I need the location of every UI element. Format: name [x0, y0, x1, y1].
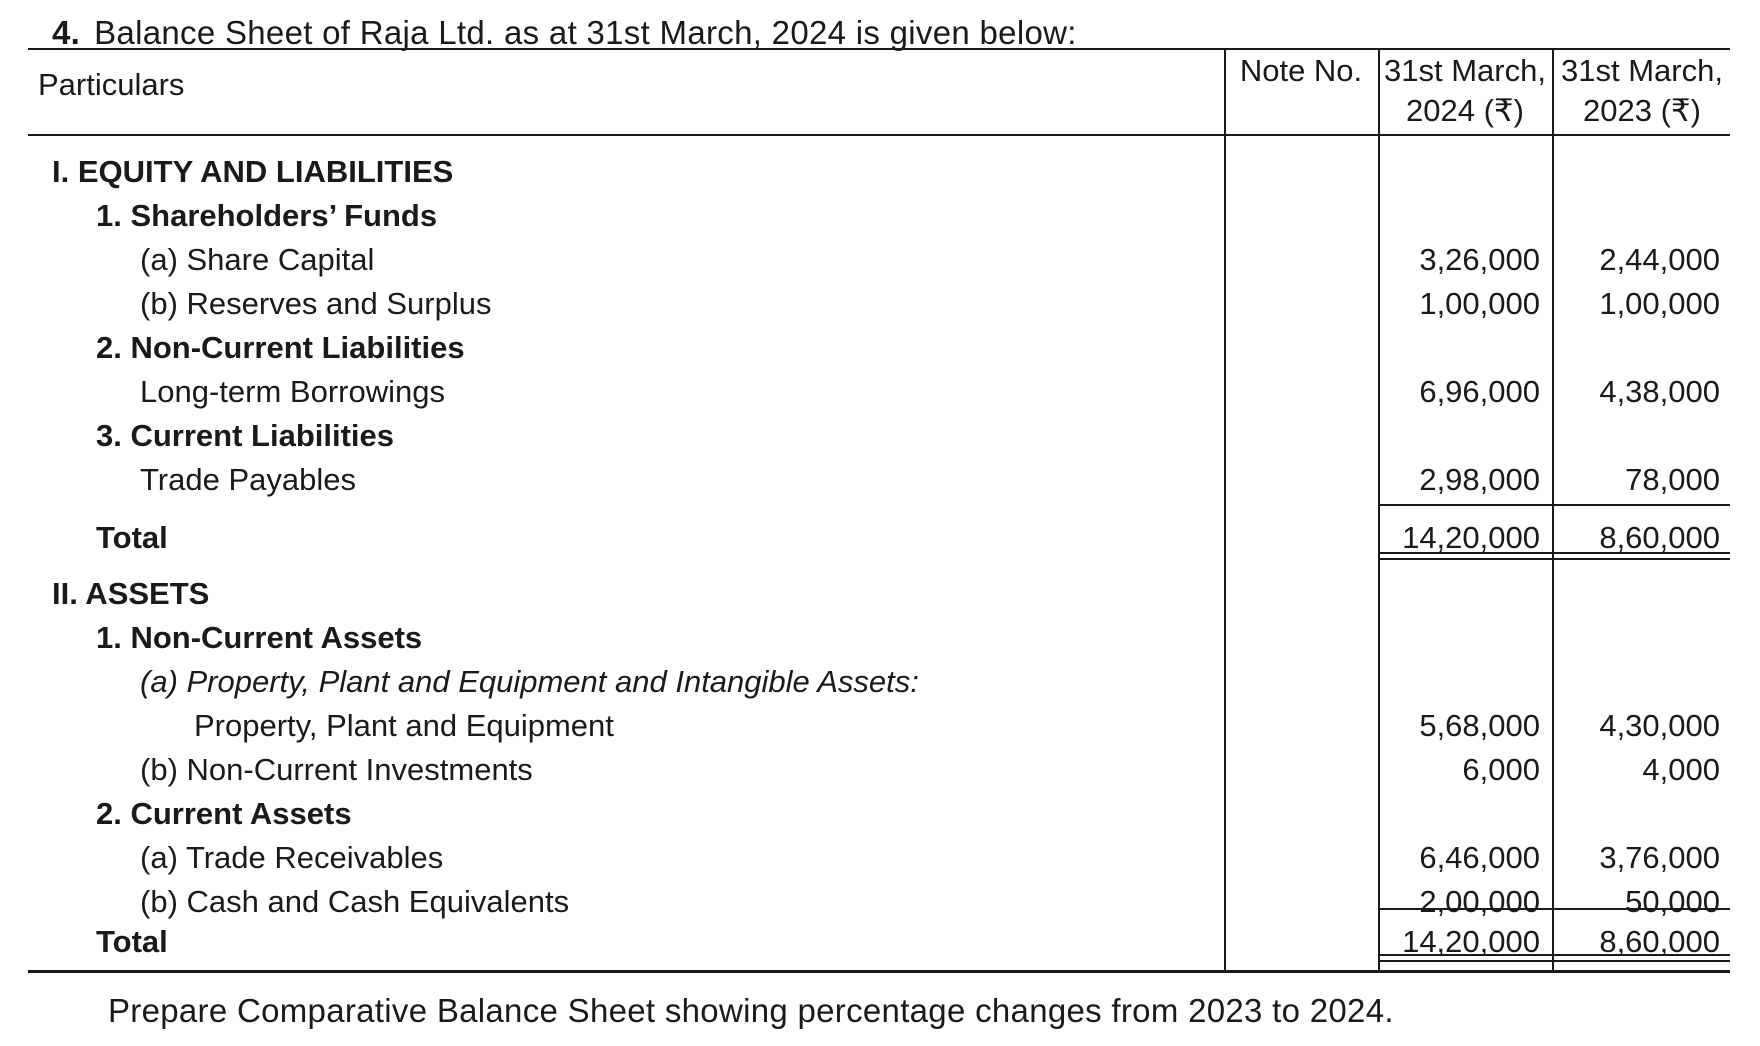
- header-2023-line2: 2023 (₹): [1583, 93, 1701, 128]
- question-heading: [52, 14, 1077, 52]
- amount-2024: 14,20,000: [1402, 520, 1540, 555]
- table-row: [28, 616, 1730, 660]
- row-label: (a) Trade Receivables: [140, 840, 444, 875]
- amount-2024: 6,000: [1462, 752, 1540, 787]
- row-label: 2. Current Assets: [96, 796, 352, 831]
- row-label: 1. Shareholders’ Funds: [96, 198, 438, 233]
- amount-2023: 8,60,000: [1599, 924, 1720, 959]
- amount-2023: 78,000: [1625, 462, 1720, 497]
- amount-2023: 50,000: [1625, 884, 1720, 919]
- row-label: II. ASSETS: [52, 576, 210, 611]
- row-label: (b) Non-Current Investments: [140, 752, 533, 787]
- row-label: (a) Share Capital: [140, 242, 375, 277]
- table-row: [28, 836, 1730, 880]
- table-row: [28, 920, 1730, 964]
- table-row: [28, 660, 1730, 704]
- table-row: [28, 458, 1730, 502]
- question-number: 4.: [52, 14, 81, 51]
- row-label: 1. Non-Current Assets: [96, 620, 423, 655]
- amount-2023: 1,00,000: [1599, 286, 1720, 321]
- table-row: [28, 194, 1730, 238]
- table-row: [28, 370, 1730, 414]
- row-label: Total: [96, 520, 168, 555]
- amount-2023: 3,76,000: [1599, 840, 1720, 875]
- row-label: Trade Payables: [140, 462, 356, 497]
- amount-2024: 6,96,000: [1419, 374, 1540, 409]
- amount-2023: 2,44,000: [1599, 242, 1720, 277]
- table-row: [28, 326, 1730, 370]
- total-rule-top-1: [1380, 504, 1730, 506]
- row-label: (b) Cash and Cash Equivalents: [140, 884, 570, 919]
- row-label: 2. Non-Current Liabilities: [96, 330, 465, 365]
- header-bottom-rule: [28, 134, 1730, 136]
- question-text: Balance Sheet of Raja Ltd. as at 31st March, 2024 is given below:: [94, 14, 1077, 51]
- header-2023-line1: 31st March,: [1561, 53, 1723, 88]
- amount-2023: 8,60,000: [1599, 520, 1720, 555]
- header-2024-line2: 2024 (₹): [1406, 93, 1524, 128]
- amount-2024: 1,00,000: [1419, 286, 1540, 321]
- amount-2023: 4,000: [1642, 752, 1720, 787]
- table-row: [28, 516, 1730, 560]
- table-row: [28, 150, 1730, 194]
- header-2024-line1: 31st March,: [1384, 53, 1546, 88]
- table-row: [28, 572, 1730, 616]
- amount-2024: 3,26,000: [1419, 242, 1540, 277]
- row-label: Property, Plant and Equipment: [194, 708, 614, 743]
- table-row: [28, 748, 1730, 792]
- balance-sheet-table: [28, 48, 1730, 982]
- row-label: (a) Property, Plant and Equipment and Intangible Assets:: [140, 664, 919, 699]
- row-label: I. EQUITY AND LIABILITIES: [52, 154, 454, 189]
- row-label: Total: [96, 924, 168, 959]
- row-label: (b) Reserves and Surplus: [140, 286, 492, 321]
- table-row: [28, 792, 1730, 836]
- amount-2023: 4,38,000: [1599, 374, 1720, 409]
- header-note-no: Note No.: [1239, 53, 1363, 88]
- table-row: [28, 880, 1730, 924]
- row-label: 3. Current Liabilities: [96, 418, 395, 453]
- table-row: [28, 414, 1730, 458]
- amount-2024: 14,20,000: [1402, 924, 1540, 959]
- table-row: [28, 238, 1730, 282]
- table-row: [28, 282, 1730, 326]
- amount-2024: 5,68,000: [1419, 708, 1540, 743]
- amount-2024: 2,00,000: [1419, 884, 1540, 919]
- amount-2023: 4,30,000: [1599, 708, 1720, 743]
- header-particulars: Particulars: [38, 67, 185, 102]
- table-row: [28, 704, 1730, 748]
- footer-instruction: Prepare Comparative Balance Sheet showing percentage changes from 2023 to 2024.: [108, 992, 1394, 1029]
- amount-2024: 6,46,000: [1419, 840, 1540, 875]
- table-bottom-rule: [28, 970, 1730, 973]
- row-label: Long-term Borrowings: [140, 374, 445, 409]
- amount-2024: 2,98,000: [1419, 462, 1540, 497]
